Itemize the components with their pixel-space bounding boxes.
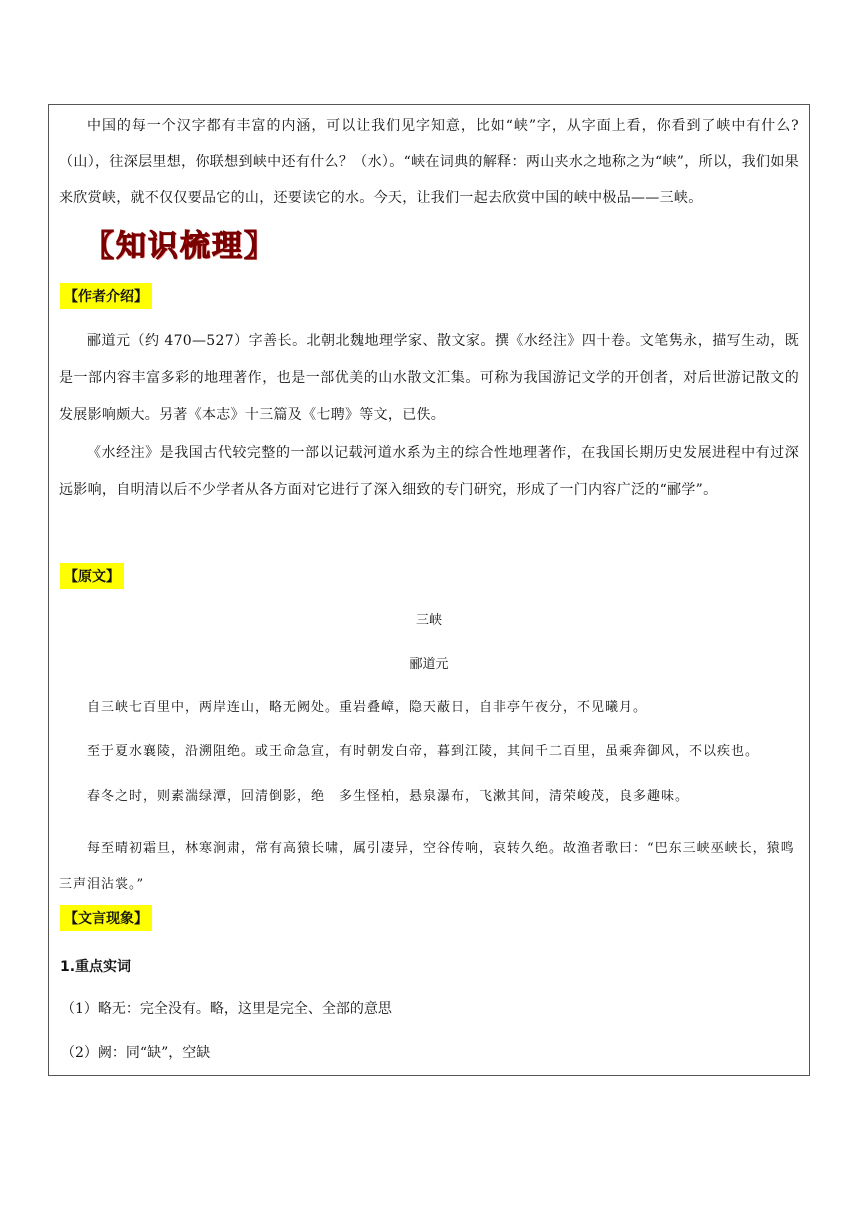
knowledge-banner: 〖知识梳理〗 bbox=[84, 229, 276, 264]
original-line-1: 自三峡七百里中，两岸连山，略无阙处。重岩叠嶂，隐天蔽日，自非亭午夜分，不见曦月。 bbox=[87, 700, 648, 715]
key-words-heading: 1.重点实词 bbox=[60, 959, 132, 975]
key-word-item-1: （1）略无：完全没有。略，这里是完全、全部的意思 bbox=[61, 1001, 392, 1017]
key-word-item-2: （2）阙：同“缺”，空缺 bbox=[61, 1045, 211, 1061]
intro-paragraph: 中国的每一个汉字都有丰富的内涵，可以让我们见字知意，比如“峡”字，从字面上看，你看到了峡中有什么?（山），往深层里想，你联想到峡中还有什么？（水）。“峡在词典的解释：两山夹水之地称之为“峡”，所以，我们如果来欣赏峡，就不仅仅要品它的山，还要读它的水。今天，让我们一起去欣赏中国的峡中极品——三峡。 bbox=[59, 118, 799, 206]
phenomena-tag: 【文言现象】 bbox=[60, 905, 152, 931]
author-tag: 【作者介绍】 bbox=[60, 283, 152, 309]
original-line-2: 至于夏水襄陵，沿溯阻绝。或王命急宣，有时朝发白帝，暮到江陵，其间千二百里，虽乘奔御风，不以疾也。 bbox=[87, 744, 760, 759]
original-line-3: 春冬之时，则素湍绿潭，回清倒影，绝 多生怪柏，悬泉瀑布，飞漱其间，清荣峻茂，良多趣味。 bbox=[87, 789, 690, 804]
original-author: 郦道元 bbox=[409, 657, 449, 672]
author-paragraph-1: 郦道元（约 470—527）字善长。北朝北魏地理学家、散文家。撰《水经注》四十卷。文笔隽永，描写生动，既是一部内容丰富多彩的地理著作，也是一部优美的山水散文汇集。可称为我国游记文学的开创者，对后世游记散文的发展影响颇大。另著《本志》十三篇及《七聘》等文，已佚。 bbox=[59, 333, 799, 423]
original-tag: 【原文】 bbox=[60, 563, 124, 589]
original-line-4: 每至晴初霜旦，林寒涧肃，常有高猿长啸，属引凄异，空谷传响，哀转久绝。故渔者歌曰：“巴东三峡巫峡长，猿鸣三声泪沾裳。” bbox=[59, 841, 795, 892]
original-title: 三峡 bbox=[415, 613, 442, 628]
author-paragraph-2: 《水经注》是我国古代较完整的一部以记载河道水系为主的综合性地理著作，在我国长期历史发展进程中有过深远影响，自明清以后不少学者从各方面对它进行了深入细致的专门研究，形成了一门内容广泛的“郦学”。 bbox=[59, 445, 799, 498]
document-frame bbox=[48, 104, 810, 1076]
